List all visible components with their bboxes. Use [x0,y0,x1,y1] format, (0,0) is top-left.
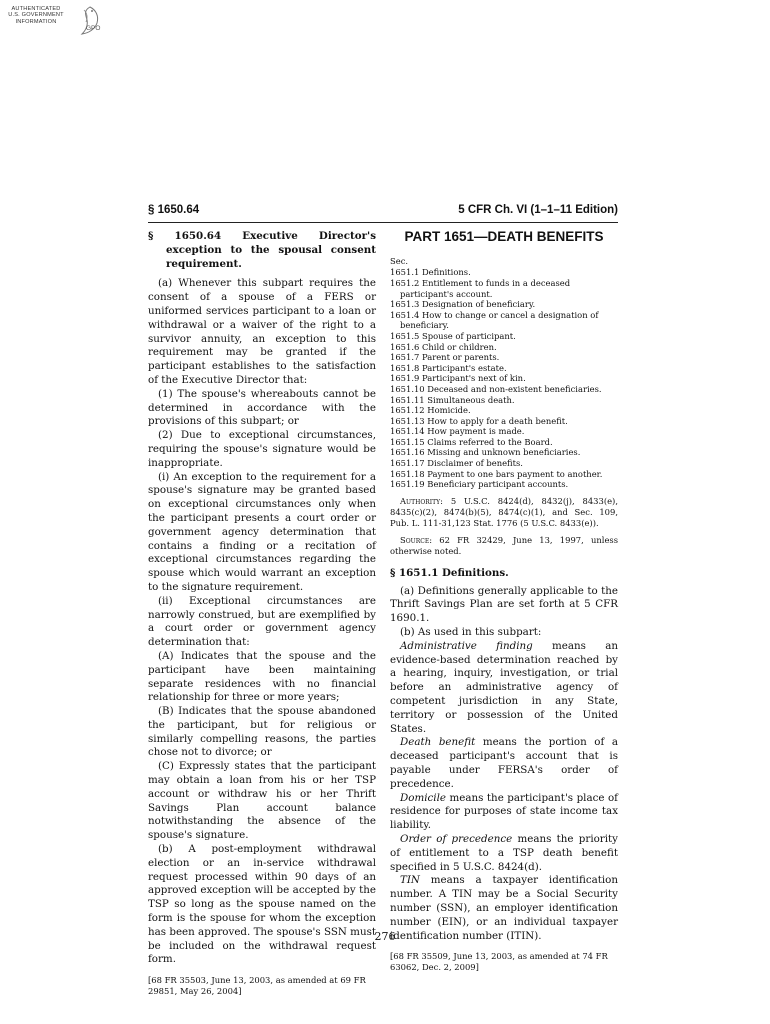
definition [390,736,618,791]
paragraph: (2) Due to exceptional circumstances, requiring the spouse's signature would be inappropriate. [148,429,376,469]
defined-term: Domicile [400,791,446,804]
toc-entry: 1651.10 Deceased and non-existent beneficiaries. [390,383,602,394]
defined-term: Order of precedence [400,833,513,845]
definition-text: means a taxpayer identification number. A TIN may be a Social Security number (SSN), an employer identification number (EIN), or an individual taxpayer identification number (ITIN). [390,874,618,942]
definition [390,640,618,737]
gpo-stamp-line: INFORMATION [15,18,57,25]
toc-entry: 1651.6 Child or children. [390,341,497,352]
authority-note [390,496,618,529]
gpo-stamp-line: U.S. GOVERNMENT [8,12,64,19]
page-number: 276 [374,930,396,943]
amendment-citation: [68 FR 35509, June 13, 2003, as amended at 74 FR 63062, Dec. 2, 2009] [390,951,608,973]
paragraph: (B) Indicates that the spouse abandoned the participant, but for religious or similarly compelling reasons, the parties chose not to divorce; or [148,705,376,759]
toc-entry: 1651.14 How payment is made. [390,426,525,437]
toc-entry: 1651.15 Claims referred to the Board. [390,436,553,447]
table-of-contents [390,256,618,490]
paragraph: (1) The spouse's whereabouts cannot be determined in accordance with the provisions of this subpart; or [148,387,376,428]
gpo-stamp-text [4,6,68,25]
definition [390,792,618,833]
definition-text: means the portion of a deceased participant's account that is payable under FERSA's order of precedence. [390,736,618,790]
authority-text: 5 U.S.C. 8424(d), 8432(j), 8433(e), 8435(c)(2), 8474(b)(5), 8474(c)(1), and Sec. 109, Pub. L. 111-31,123 Stat. 1776 (5 U.S.C. 8433(e)). [390,495,618,528]
paragraph: (i) An exception to the requirement for a spouse's signature may be granted based on exceptional circumstances only when the participant presents a court order or government agency determination that contains a finding or a recitation of exceptional circumstances regarding the spouse which would warrant an exception to the signature requirement. [148,470,376,593]
paragraph: (b) A post-employment withdrawal election or an in-service withdrawal request processed within 90 days of an approved exception will be accepted by the TSP so long as the spouse named on the form is the spouse for whom the exception has been approved. The spouse's SSN must be included on the withdrawal request form. [148,843,376,966]
paragraph: (ii) Exceptional circumstances are narrowly construed, but are exemplified by a court order or government agency determination that: [148,594,376,649]
paragraph: (b) As used in this subpart: [400,626,542,639]
gpo-authentication-stamp [4,4,144,44]
defined-term: Death benefit [400,736,476,749]
toc-entry: 1651.13 How to apply for a death benefit. [390,415,568,426]
toc-entry: 1651.11 Simultaneous death. [390,394,515,405]
paragraph: (a) Whenever this subpart requires the consent of a spouse of a FERS or uniformed services participant to a loan or withdrawal or a waiver of the right to a survivor annuity, an exception to this requirement may be granted if the participant establishes to the satisfaction of the Executive Director that: [148,277,376,386]
authority-label: Authority: [400,495,443,506]
eagle-logo-icon [60,4,102,38]
header-rule [148,222,618,223]
paragraph: (a) Definitions generally applicable to the Thrift Savings Plan are set forth at 5 CFR 1690.1. [390,584,618,625]
amendment-citation: [68 FR 35503, June 13, 2003, as amended at 69 FR 29851, May 26, 2004] [148,975,366,997]
definition-text: means the priority of entitlement to a TSP death benefit specified in 5 U.S.C. 8424(d). [390,833,618,873]
toc-entry: 1651.19 Beneficiary participant accounts. [390,479,569,490]
running-header [148,202,618,220]
paragraph: (A) Indicates that the spouse and the participant have been maintaining separate residences with no financial relationship for three or more years; [148,649,376,704]
header-section: § 1650.64 [148,204,200,216]
toc-entry: 1651.2 Entitlement to funds in a deceased participant's account. [390,277,571,299]
definition-text: means an evidence-based determination reached by a hearing, inquiry, investigation, or trial before an administrative agency of competent jurisdiction in any State, territory or possession of the United States. [390,639,618,735]
defined-term: Administrative finding [400,639,533,652]
part-title: PART 1651—DEATH BENEFITS [404,229,604,244]
toc-entry: 1651.3 Designation of beneficiary. [390,299,536,310]
toc-entry: 1651.17 Disclaimer of benefits. [390,458,523,469]
toc-entry: 1651.4 How to change or cancel a designation of beneficiary. [390,309,599,331]
paragraph: (C) Expressly states that the participant may obtain a loan from his or her TSP account or withdraw his or her Thrift Savings Plan account balance notwithstanding the absence of the spouse's signature. [148,760,376,842]
source-note [390,535,618,557]
source-label: Source: [400,534,433,545]
toc-entry: 1651.9 Participant's next of kin. [390,373,526,384]
toc-entry: 1651.18 Payment to one bars payment to another. [390,468,603,479]
toc-entry: 1651.1 Definitions. [390,267,471,278]
section-heading: § 1650.64 Executive Director's exception to the spousal consent requirement. [148,230,376,270]
toc-entry: 1651.5 Spouse of participant. [390,330,516,341]
toc-entry: 1651.16 Missing and unknown beneficiaries. [390,447,581,458]
toc-entry: 1651.12 Homicide. [390,405,471,416]
definitions-heading: § 1651.1 Definitions. [390,566,509,579]
toc-entry: 1651.8 Participant's estate. [390,362,507,373]
header-title: 5 CFR Ch. VI (1–1–11 Edition) [458,204,618,216]
source-text: 62 FR 32429, June 13, 1997, unless otherwise noted. [390,534,618,556]
right-column [390,230,618,973]
toc-sec-label: Sec. [390,255,409,266]
definition-text: means the participant's place of residence for purposes of state income tax liability. [390,791,618,832]
defined-term: TIN [400,874,420,887]
definition [390,833,618,874]
left-column [148,230,376,997]
gpo-stamp-line: AUTHENTICATED [11,6,61,12]
gpo-label: GPO [86,25,101,32]
toc-entry: 1651.7 Parent or parents. [390,352,500,363]
